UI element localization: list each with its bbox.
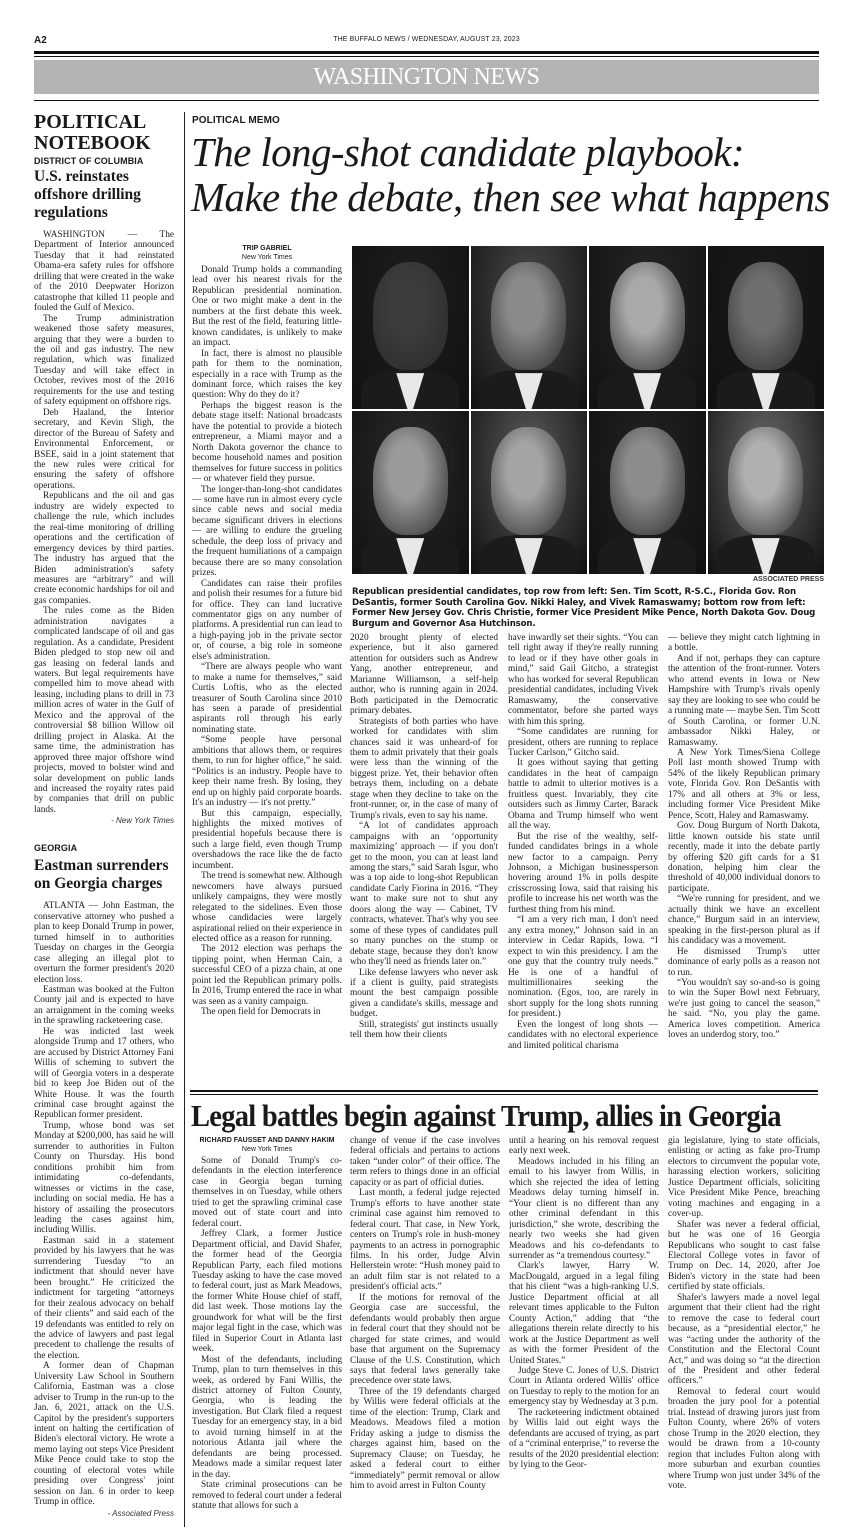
candidate-photo [708,246,825,409]
candidate-photo [708,411,825,574]
candidate-photo [589,411,706,574]
legal-column-1: Some of Donald Trump's co-defendants in the election interference case in Georgia began turning themselves in on Tuesday, while others tried to get the sprawling criminal case moved out of state court and into federal court. Jeffrey Clark, a former Justice Department official, and David Shafer, the former head of the Georgia Republican Party, each filed motions Tuesday asking to have the case moved to federal court, just as Mark Meadows, the former White House chief of staff, did last week. Those motions lay the groundwork for what will be the first major legal fight in the case, which was filed in Superior Court in Atlanta last week. Most of the defendants, including Trump, plan to turn themselves in this week, as ordered by Fani Willis, the district attorney of Fulton County, Georgia, who is leading the investigation. But Clark filed a request Tuesday for an emergency stay, in a bid to avoid turning himself in at the notorious Atlanta jail where the defendants are being processed. Meadows made a similar request later in the day. State criminal prosecutions can be removed to federal court under a federal statute that allows for such a [192,1156,342,1511]
memo-byline: TRIP GABRIEL New York Times [241,245,293,261]
candidate-photo [352,411,469,574]
candidate-photo [589,246,706,409]
notebook-title: POLITICAL NOTEBOOK [34,111,151,154]
story-separator-rule [190,1090,818,1092]
section-banner: WASHINGTON NEWS [34,60,819,94]
masthead-rule [34,51,819,54]
candidate-photo-grid [352,246,824,574]
story-kicker: GEORGIA [34,843,78,854]
memo-column-1: Donald Trump holds a commanding lead over his nearest rivals for the Republican presidential nomination. One or two might make a dent in the numbers at the first debate this week. But the rest of the field, featuring little-known candidates, is unlikely to make an impact. In fact, there is almost no plausible path for them to the nomination, especially in a race with Trump as the dominant force, which raises the key question: Why do they do it? Perhaps the biggest reason is the debate stage itself: National broadcasts have the potential to provide a biotech entrepreneur, a Miami mayor and a North Dakota governor the chance to become household names and position themselves for future success in politics — or whatever field they pursue. The longer-than-long-shot candidates — some have run in almost every cycle since cable news and social media became significant drivers in elections — are willing to endure the grueling schedule, the deep loss of privacy and the frequent humiliations of a campaign because there are so many consolation prizes. Candidates can raise their profiles and polish their resumes for a future bid for office. They can land lucrative commentator gigs on any number of platforms. A presidential run can lead to a high-paying job in the private sector or, of course, a big role in someone else's administration. “There are always people who want to make a name for themselves,” said Curtis Loftis, who as the elected treasurer of South Carolina since 2010 has seen a parade of presidential aspirants roll through his early nominating state. “Some people have personal ambitions that allows them, or requires them, to run for higher office,” he said. “Politics is an industry. People have to keep their name fresh. By losing, they end up on highly paid corporate boards. It's an industry — it's not pretty.” But this campaign, especially, highlights the mixed motives of presidential hopefuls because there is such a large field, even though Trump overshadows the race like the de facto incumbent. The trend is somewhat new. Although newcomers have always pursued unlikely campaigns, they were mostly relegated to the sidelines. Even those whose candidacies were largely aspirational relied on their experience in elected office as a reason for running. The 2012 election was perhaps the tipping point, when Herman Cain, a successful CEO of a pizza chain, at one point led the Republican primary polls. In 2016, Trump entered the race in what was seen as a vanity campaign. The open field for Democrats in [192,265,342,1018]
photo-caption: Republican presidential candidates, top row from left: Sen. Tim Scott, R-S.C., Florida Gov. Ron DeSantis, former South Carolina Gov. Nikki Haley, and Vivek Ramaswamy; bottom row from left: Former New Jersey Gov. Chris Christie, former Vice President Mike Pence, North Dakota Gov. Doug Burgum and Governor Asa Hutchinson. [352,587,816,629]
political-notebook-rail [34,112,174,1518]
legal-column-3: until a hearing on his removal request early next week. Meadows included in his filing an email to his lawyer from Willis, in which she rejected the idea of letting Meadows delay turning himself in. “Your client is no different than any other criminal defendant in this jurisdiction,” she wrote, describing the nearly two weeks she had given Meadows and his co-defendants to surrender as “a tremendous courtesy.” Clark's lawyer, Harry W. MacDougald, argued in a legal filing that his client “was a high-ranking U.S. Justice Department official at all relevant times applicable to the Fulton County Action,” adding that “the allegations therein relate directly to his work at the Justice Department as well as with the former President of the United States.” Judge Steve C. Jones of U.S. District Court in Atlanta ordered Willis' office on Tuesday to reply to the motion for an emergency stay by Wednesday at 3 p.m. The racketeering indictment obtained by Willis laid out eight ways the defendants are accused of trying, as part of a “criminal enterprise,” to reverse the results of the 2020 presidential election: by lying to the Geor- [509,1136,659,1471]
story-credit: - New York Times [111,816,174,826]
legal-headline: Legal battles begin against Trump, allies in Georgia [191,1098,781,1133]
page-number: A2 [34,35,47,46]
memo-column-4: — believe they might catch lightning in a bottle. And if not, perhaps they can capture the attention of the front-runner. Voters who attend events in Iowa or New Hampshire with Trump's rivals openly say they are looking to see who could be a running mate — maybe Sen. Tim Scott of South Carolina, or former U.N. ambassador Nikki Haley, or Ramaswamy. A New York Times/Siena College Poll last month showed Trump with 54% of the likely Republican primary vote, Florida Gov. Ron DeSantis with 17% and all others at 3% or less, including former Vice President Mike Pence, Scott, Haley and Ramaswamy. Gov. Doug Burgum of North Dakota, little known outside his state until recently, made it into the debate partly by offering $20 gift cards for a $1 donation, helping him clear the threshold of 40,000 individual donors to participate. “We're running for president, and we actually think we have an excellent chance,” Burgum said in an interview, speaking in the first-person plural as if his candidacy was a movement. He dismissed Trump's utter dominance of early polls as a reason not to run. “You wouldn't say so-and-so is going to win the Super Bowl next February, we're just going to cancel the season,” he said. “No, you play the game. America loves competition. America loves an underdog story, too.” [668,633,820,1041]
story-body: WASHINGTON — The Department of Interior announced Tuesday that it had reinstated Obama-era safety rules for offshore drilling that were created in the wake of the 2010 Deepwater Horizon catastrophe that killed 11 people and fouled the Gulf of Mexico. The Trump administration weakened those safety measures, arguing that they were a burden to the oil and gas industry. The new regulation, which was finalized Tuesday and will take effect in October, revives most of the 2016 requirements for the use and testing of safety equipment on offshore rigs. Deb Haaland, the Interior secretary, and Kevin Sligh, the director of the Bureau of Safety and Environmental Enforcement, or BSEE, said in a joint statement that the new rules were critical for ensuring the safety of offshore operations. Republicans and the oil and gas industry are widely expected to challenge the rule, which includes the real-time monitoring of drilling operations and the certification of emergency devices by third parties. The industry has argued that the Biden administration's safety measures are “arbitrary” and will create economic hardships for oil and gas companies. The rules come as the Biden administration navigates a complicated landscape of oil and gas regulation. As a candidate, President Biden pledged to stop new oil and gas leasing on federal lands and waters. But legal requirements have compelled him to move ahead with leasing, including plans to drill in 73 million acres of water in the Gulf of Mexico and the approval of the controversial $8 billion Willow oil drilling project in Alaska. At the same time, the administration has approved three major offshore wind projects, moved to bolster wind and solar development on public lands and increased the royalty rates paid by companies that drill on public lands. [34,230,174,815]
legal-byline: RICHARD FAUSSET AND DANNY HAKIM New York Times [199,1137,335,1153]
story-credit: - Associated Press [107,1508,174,1518]
candidate-photo [471,411,588,574]
memo-headline: The long-shot candidate playbook: Make the debate, then see what happens [191,129,830,220]
masthead-rule [34,56,819,57]
story-headline: U.S. reinstates offshore drilling regulations [34,168,141,221]
notebook-story [34,156,174,825]
legal-column-4: gia legislature, lying to state officials, enlisting or acting as fake pro-Trump electors to circumvent the popular vote, harassing election workers, soliciting Justice Department officials, soliciting Vice President Mike Pence, breaching voting machines and engaging in a cover-up. Shafer was never a federal official, but he was one of 16 Georgia Republicans who sought to cast false Electoral College votes in favor of Trump on Dec. 14, 2020, after Joe Biden's victory in the state had been certified by state officials. Shafer's lawyers made a novel legal argument that their client had the right to remove the case to federal court because, as a “presidential elector,” he was “acting under the authority of the Constitution and the Electoral Count Act,” and was doing so “at the direction of the President and other federal officers.” Removal to federal court would broaden the jury pool for a potential trial. Instead of drawing jurors just from Fulton County, where 26% of voters chose Trump in the 2020 election, they would be drawn from a 10-county region that includes Fulton along with more suburban and exurban counties where Trump won just under 34% of the vote. [668,1136,820,1491]
story-headline: Eastman surrenders on Georgia charges [34,857,169,893]
story-body: ATLANTA — John Eastman, the conservative attorney who pushed a plan to keep Donald Trump in power, turned himself in to authorities Tuesday on charges in the Georgia case alleging an illegal plot to overturn the former president's 2020 election loss. Eastman was booked at the Fulton County jail and is expected to have an arraignment in the coming weeks in the sprawling racketeering case. He was indicted last week alongside Trump and 17 others, who are accused by District Attorney Fani Willis of scheming to subvert the will of Georgia voters in a desperate bid to keep Joe Biden out of the White House. It was the fourth criminal case brought against the Republican former president. Trump, whose bond was set Monday at $200,000, has said he will surrender to authorities in Fulton County on Thursday. His bond conditions prohibit him from intimidating co-defendants, witnesses or victims in the case, including on social media. He has a history of assailing the prosecutors leading the cases against him, including Willis. Eastman said in a statement provided by his lawyers that he was surrendering Tuesday “to an indictment that should never have been brought.” He criticized the indictment for targeting “attorneys for their zealous advocacy on behalf of their clients” and said each of the 19 defendants was entitled to rely on the advice of lawyers and past legal precedent to challenge the results of the election. A former dean of Chapman University Law School in Southern California, Eastman was a close adviser to Trump in the run-up to the Jan. 6, 2021, attack on the U.S. Capitol by the president's supporters intent on halting the certification of Biden's electoral victory. He wrote a memo laying out steps Vice President Mike Pence could take to stop the counting of electoral votes while presiding over Congress' joint session on Jan. 6 in order to keep Trump in office. [34,901,174,1508]
folio-line: THE BUFFALO NEWS / WEDNESDAY, AUGUST 23, 2023 [333,36,520,43]
notebook-story [34,843,174,1517]
legal-column-2: change of venue if the case involves federal officials and pertains to actions taken “under color” of their office. The term refers to things done in an official capacity or as part of official duties. Last month, a federal judge rejected Trump's efforts to have another state criminal case against him removed to federal court. That case, in New York, centers on Trump's role in hush-money payments to an actress in pornographic films. In his order, Judge Alvin Hellerstein wrote: “Hush money paid to an adult film star is not related to a president's official acts.” If the motions for removal of the Georgia case are successful, the defendants would probably then argue in federal court that they should not be charged for state crimes, and would base that argument on the Supremacy Clause of the U.S. Constitution, which says that federal laws generally take precedence over state laws. Three of the 19 defendants charged by Willis were federal officials at the time of the election: Trump, Clark and Meadows. Meadows filed a motion Friday asking a judge to dismiss the charges against him, based on the Supremacy Clause; on Tuesday, he asked a federal court to either “immediately” permit removal or allow him to avoid arrest in Fulton County [350,1136,500,1491]
memo-kicker: POLITICAL MEMO [192,115,280,126]
candidate-photo [471,246,588,409]
photo-credit: ASSOCIATED PRESS [752,576,824,583]
memo-column-3: have inwardly set their sights. “You can tell right away if they're really running to lead or if they have other goals in mind,” said Gail Gitcho, a strategist who has worked for several Republican presidential candidates, including Vivek Ramaswamy, the conservative commentator, before she parted ways with him this spring. “Some candidates are running for president, others are running to replace Tucker Carlson,” Gitcho said. It goes without saying that getting candidates in the heat of campaign battle to admit to ulterior motives is a fruitless quest. Invariably, they cite outsiders such as Jimmy Carter, Barack Obama and Trump himself who went all the way. But the rise of the wealthy, self-funded candidates brings in a whole new factor to a campaign. Perry Johnson, a Michigan businessperson hovering around 1% in polls despite crisscrossing Iowa, said that raising his profile to increase his net worth was the furthest thing from his mind. “I am a very rich man, I don't need any extra money,” Johnson said in an interview in Cedar Rapids, Iowa. “I expect to win this presidency. I am the one guy that the country truly needs.” He is one of a handful of multimillionaires seeking the nomination. (Egos, too, are rarely in short supply for the long shots running for president.) Even the longest of long shots — candidates with no electoral experience and limited political charisma [508,633,658,1051]
column-divider [184,112,185,1527]
candidate-photo [352,246,469,409]
memo-column-2: 2020 brought plenty of elected experience, but it also garnered attention for outsiders such as Andrew Yang, another entrepreneur, and Marianne Williamson, a self-help author, who is running again in 2024. Both participated in the Democratic primary debates. Strategists of both parties who have worked for candidates with slim chances said it was unheard-of for them to admit privately that their goals were less than the winning of the biggest prize. Yet, their behavior often betrays them, including on a debate stage when they decline to take on the front-runner, or, in the case of many of Trump's rivals, even to say his name. “A lot of candidates approach campaigns with an ‘opportunity maximizing’ approach — if you don't get to the moon, you can at least land among the stars,” said Sarah Isgur, who was a top aide to long-shot Republican candidate Carly Fiorina in 2016. “They want to make sure not to shut any doors along the way — Cabinet, TV contracts, whatever. That's why you see some of these types of candidates pull so many punches on the stump or debate stage, because they don't know who they'll need as friends later on.” Like defense lawyers who never ask if a client is guilty, paid strategists mount the best campaign possible given a candidate's skills, message and budget. Still, strategists' gut instincts usually tell them how their clients [350,633,498,1041]
story-separator-rule [190,1094,818,1095]
section-rule [34,100,819,101]
story-kicker: DISTRICT OF COLUMBIA [34,156,144,166]
